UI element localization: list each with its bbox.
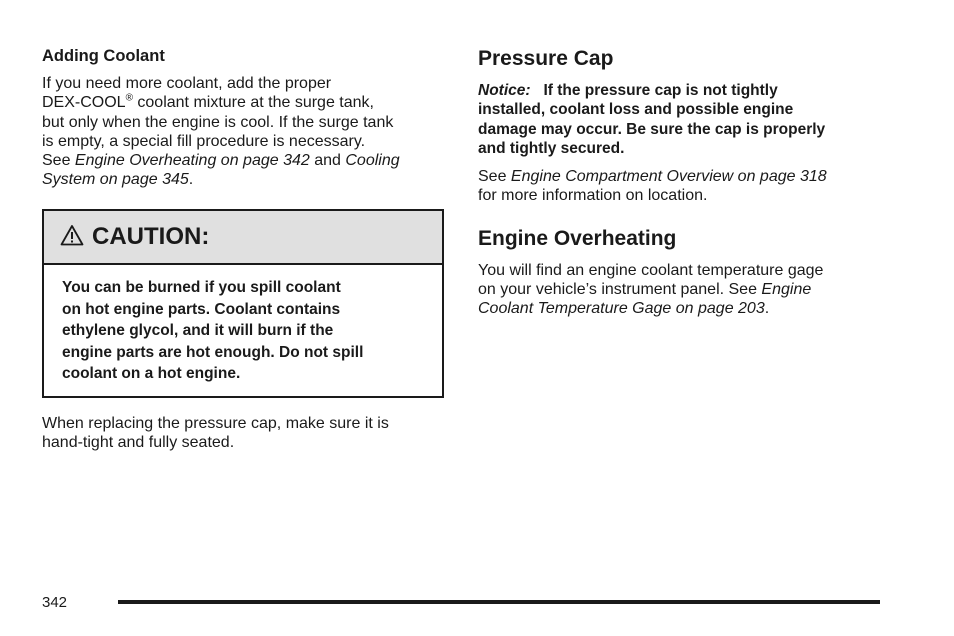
adding-coolant-paragraph: If you need more coolant, add the proper DEX-COOL® coolant mixture at the surge tank, but only when the engine is cool. If the surge tank is empty, a special fill procedure is necessary. See Engine Overheating on page 342 and Cooling System on page 345. [42,75,400,189]
link-cooling-system-a[interactable]: Cooling [345,152,400,170]
engine-overheating-paragraph: You will find an engine coolant temperature gage on your vehicle’s instrument panel. See Engine Coolant Temperature Gage on page 203. [478,261,824,318]
warning-triangle-icon [60,224,84,251]
pressure-cap-note: When replacing the pressure cap, make sure it is hand-tight and fully seated. [42,415,389,452]
caution-header [44,211,442,265]
link-engine-overheating[interactable]: Engine Overheating on page 342 [74,152,310,170]
link-engine-compartment-overview[interactable]: Engine Compartment Overview on page 318 [510,168,827,186]
notice-paragraph: Notice: If the pressure cap is not tightly installed, coolant loss and possible engine damage may occur. Be sure the cap is properly and tightly secured. [478,82,826,157]
engine-overheating-heading: Engine Overheating [478,226,677,250]
link-cooling-system-b[interactable]: System on page 345 [42,171,189,189]
adding-coolant-section [42,46,444,190]
link-coolant-temp-gage-b[interactable]: Coolant Temperature Gage on page 203 [478,300,765,318]
right-column [478,46,898,319]
footer-rule [118,600,880,604]
adding-coolant-heading: Adding Coolant [42,47,165,65]
page-number: 342 [42,594,68,611]
caution-title: CAUTION: [92,223,210,250]
link-coolant-temp-gage-a[interactable]: Engine [761,281,812,299]
notice-label: Notice: [478,82,531,99]
caution-box [42,209,444,398]
caution-body [44,265,442,385]
see-engine-compartment-paragraph: See Engine Compartment Overview on page 318 for more information on location. [478,168,827,205]
pressure-cap-heading: Pressure Cap [478,47,614,70]
caution-text: You can be burned if you spill coolant on hot engine parts. Coolant contains ethylene glycol, and it will burn if the engine parts are hot enough. Do not spill coolant on a hot engine. [62,279,364,382]
